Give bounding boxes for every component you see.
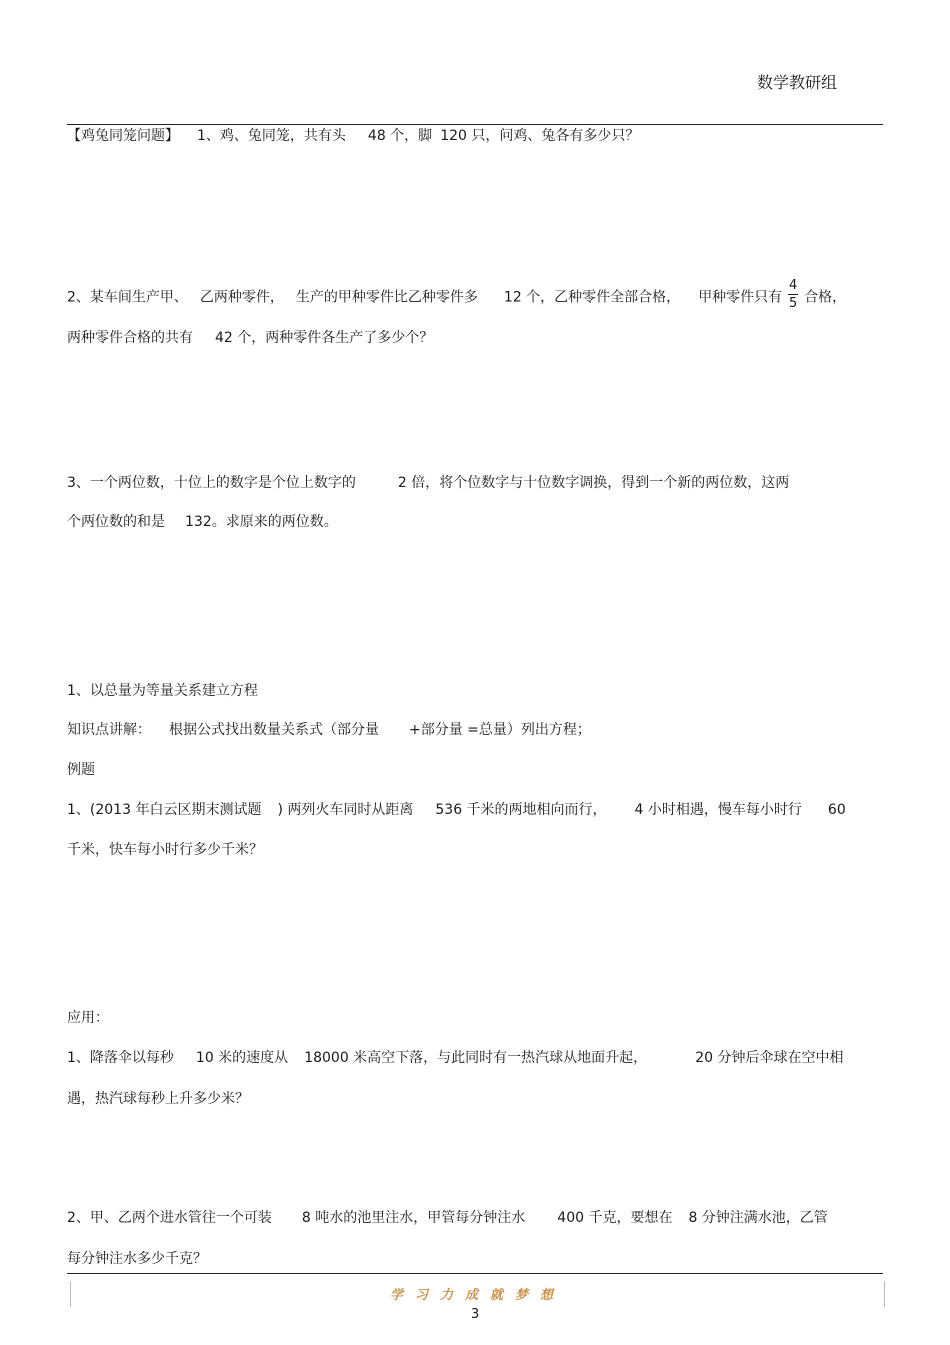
fraction (788, 278, 798, 311)
application-2-line-1: 2、甲、乙两个进水管往一个可装 8 吨水的池里注水，甲管每分钟注水 400 千克，要想在 8 分钟注满水池，乙管 (67, 1210, 828, 1226)
problem-3-line-1: 3、一个两位数，十位上的数字是个位上数字的 2 倍，将个位数字与十位数字调换，得到一个新的两位数，这两 (67, 475, 790, 491)
footer-rule (67, 1273, 883, 1274)
page-number: 3 (471, 1307, 480, 1322)
section-tag: 【鸡兔同笼问题】 (67, 128, 179, 144)
example-1-line-1: 1、(2013 年白云区期末测试题 ) 两列火车同时从距离 536 千米的两地相向而行， 4 小时相遇，慢车每小时行 60 (67, 802, 846, 818)
fraction-denominator: 5 (789, 296, 798, 311)
problem-2-line-2: 两种零件合格的共有 42 个，两种零件各生产了多少个？ (67, 330, 434, 346)
problem-1: 【鸡兔同笼问题】 1、鸡、兔同笼，共有头 48 个，脚 120 只，问鸡、兔各有多少只？ (67, 128, 640, 144)
section-heading: 1、以总量为等量关系建立方程 (67, 683, 258, 699)
fraction-bar (788, 294, 798, 295)
application-1-line-1: 1、降落伞以每秒 10 米的速度从 18000 米高空下落，与此同时有一热汽球从地面升起， 20 分钟后伞球在空中相 (67, 1050, 844, 1066)
footer-banner (70, 1281, 885, 1307)
application-2-line-2: 每分钟注水多少千克？ (67, 1251, 207, 1267)
footer-motto: 学习力成就梦想 (389, 1288, 565, 1303)
example-label: 例题 (67, 762, 95, 778)
problem-2-line-1: 2、某车间生产甲、 乙两种零件， 生产的甲种零件比乙种零件多 12 个，乙种零件全部合格， 甲种零件只有 $\frac{4}{5}$ 合格， (67, 278, 847, 311)
problem-3-line-2: 个两位数的和是 132。求原来的两位数。 (67, 514, 338, 530)
example-1-line-2: 千米，快车每小时行多少千米？ (67, 842, 263, 858)
header-title: 数学教研组 (757, 73, 838, 92)
knowledge-point: 知识点讲解： 根据公式找出数量关系式（部分量 +部分量 =总量）列出方程； (67, 722, 591, 738)
application-1-line-2: 遇，热汽球每秒上升多少米？ (67, 1091, 249, 1107)
fraction-numerator: 4 (789, 278, 798, 293)
application-label: 应用： (67, 1010, 109, 1026)
